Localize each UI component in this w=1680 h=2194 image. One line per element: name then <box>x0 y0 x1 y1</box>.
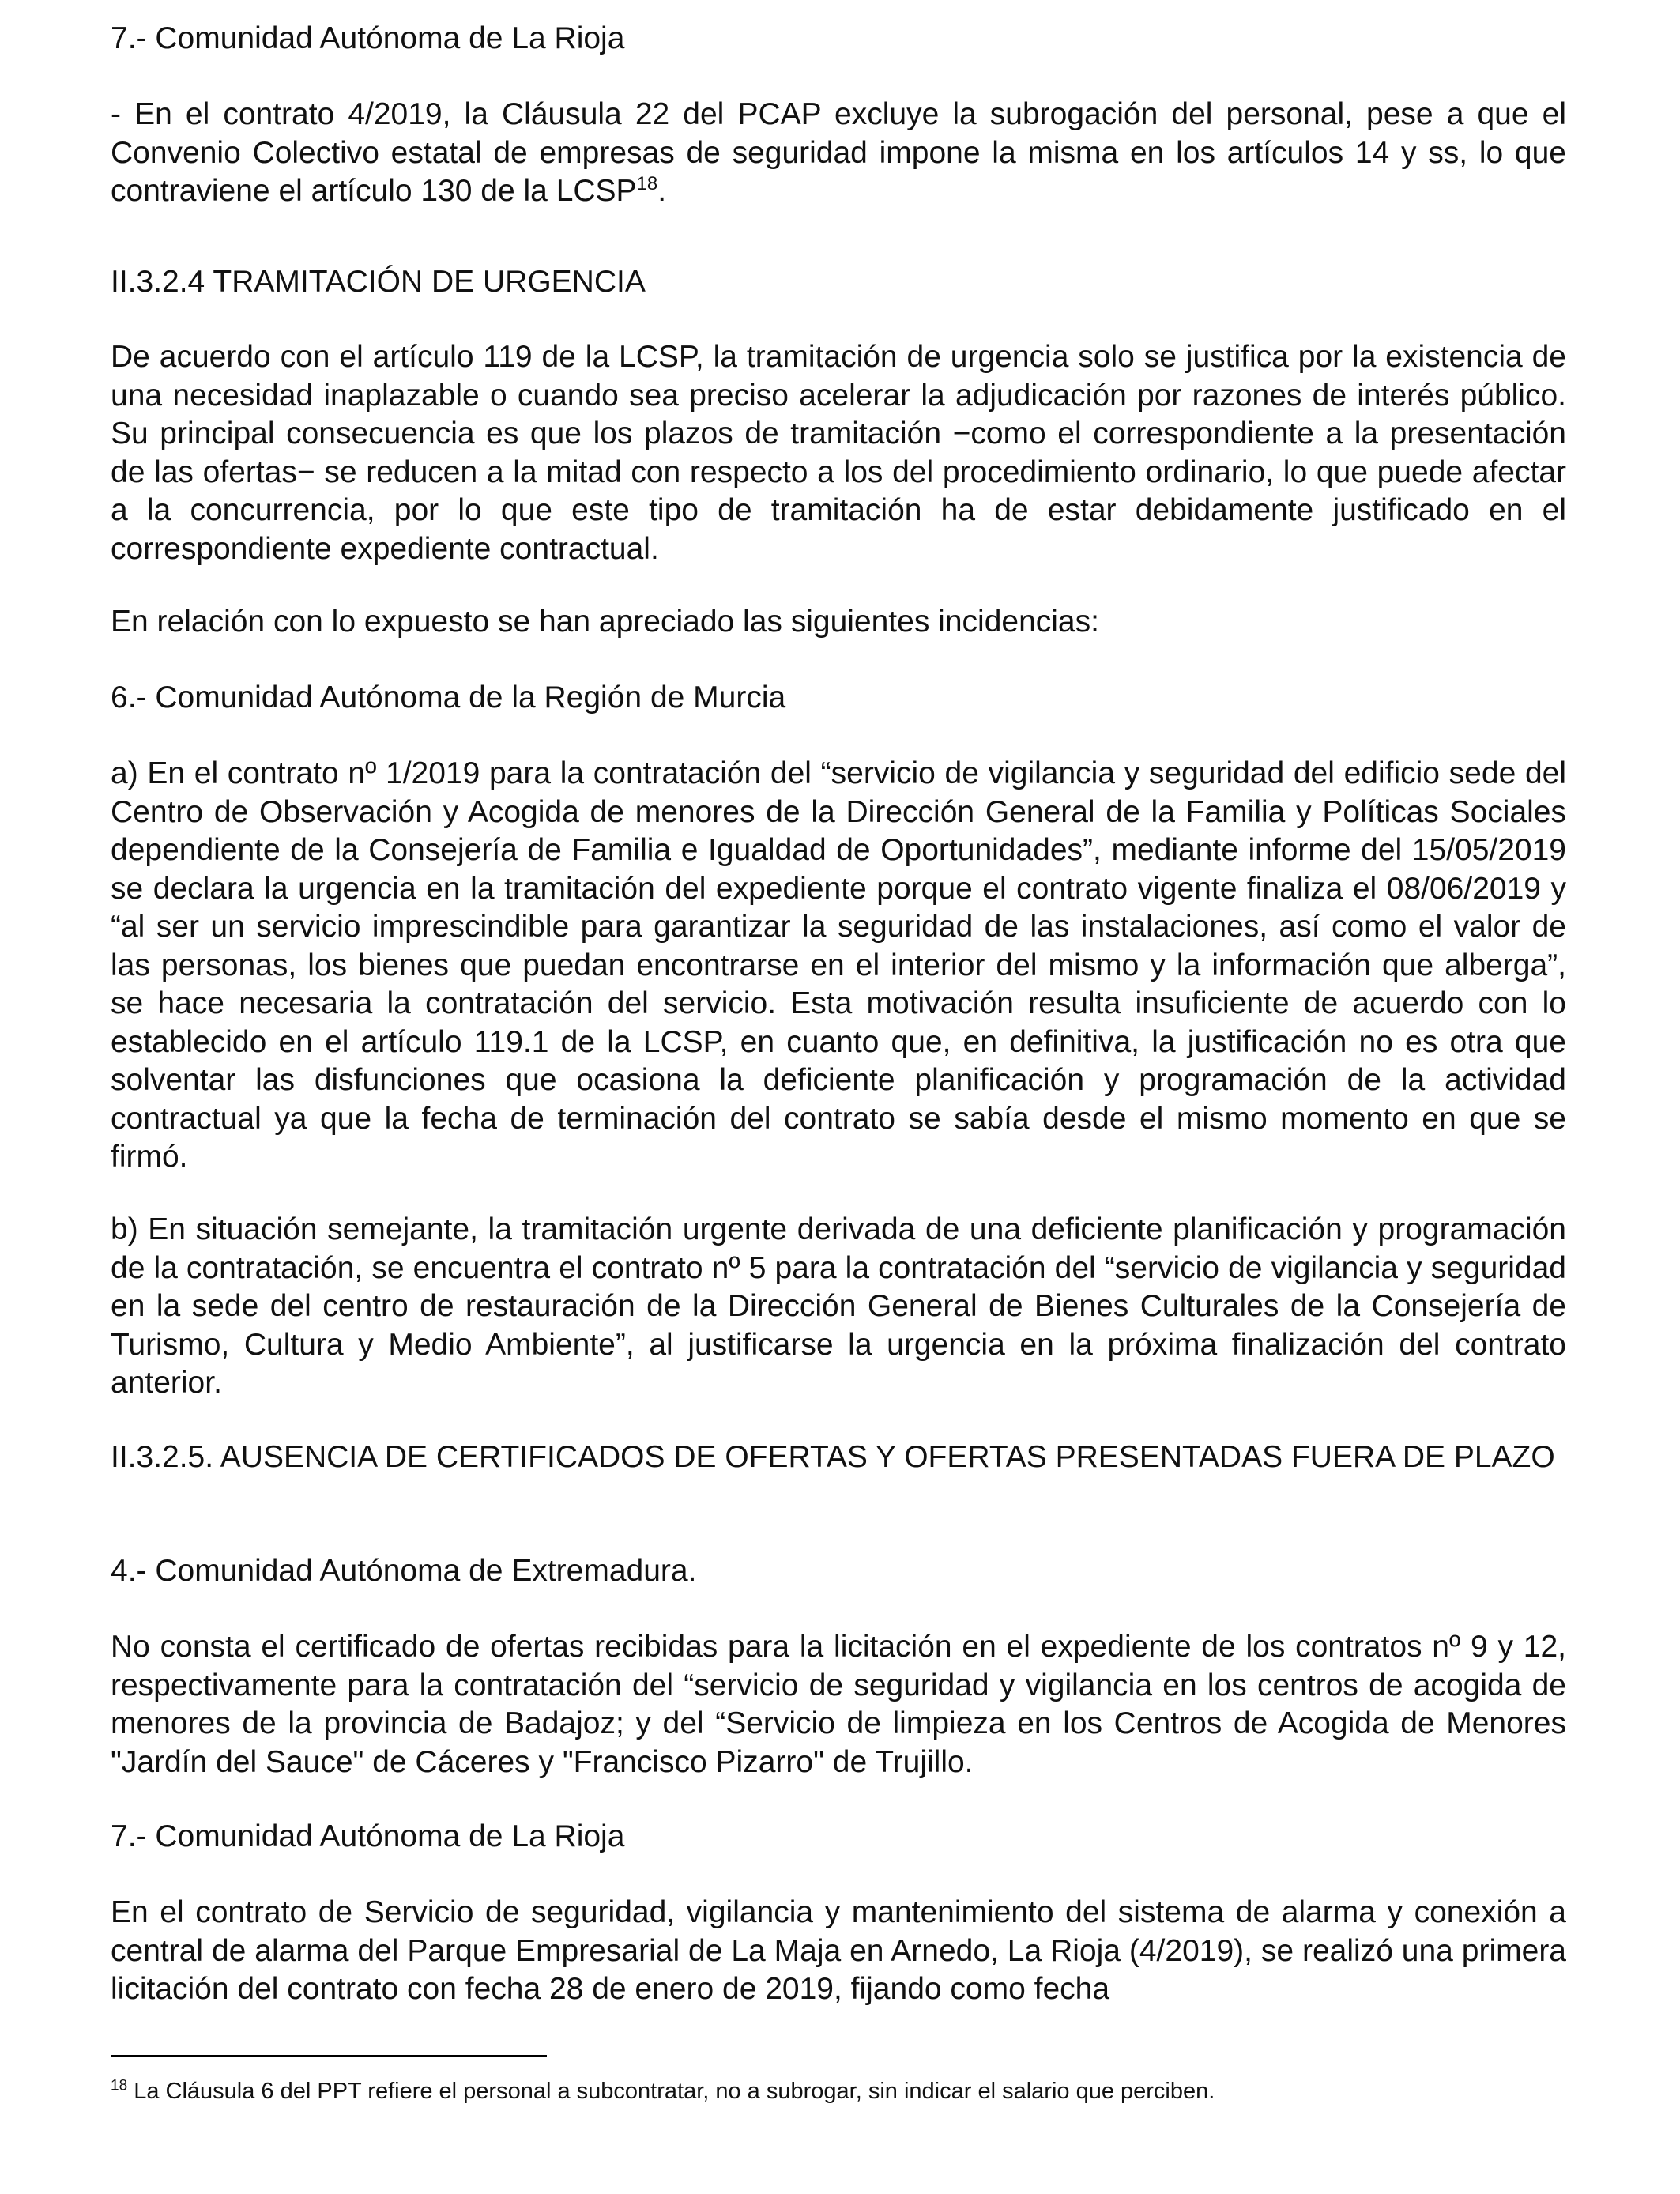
section-heading-murcia: 6.- Comunidad Autónoma de la Región de Murcia <box>111 680 786 714</box>
footnote-reference[interactable]: 18 <box>636 173 658 194</box>
paragraph-la-rioja-subrogacion <box>111 96 1566 211</box>
paragraph-extremadura: No consta el certificado de ofertas recibidas para la licitación en el expediente de los contratos nº 9 y 12, respectivamente para la contratación del “servicio de seguridad y vigilancia en los centros de acogida de menores de la provincia de Badajoz; y del “Servicio de limpieza en los Centros de Acogida de Menores "Jardín del Sauce" de Cáceres y "Francisco Pizarro" de Trujillo. <box>111 1630 1566 1779</box>
section-heading-ausencia-certificados: II.3.2.5. AUSENCIA DE CERTIFICADOS DE OFERTAS Y OFERTAS PRESENTADAS FUERA DE PLAZO <box>111 1440 1555 1474</box>
paragraph-murcia-a: a) En el contrato nº 1/2019 para la contratación del “servicio de vigilancia y seguridad del edificio sede del Centro de Observación y Acogida de menores de la Dirección General de la Familia y Políticas Sociales dependiente de la Consejería de Familia e Igualdad de Oportunidades”, mediante informe del 15/05/2019 se declara la urgencia en la tramitación del expediente porque el contrato vigente finaliza el 08/06/2019 y “al ser un servicio imprescindible para garantizar la seguridad de las instalaciones, así como el valor de las personas, los bienes que puedan encontrarse en el interior del mismo y la información que alberga”, se hace necesaria la contratación del servicio. Esta motivación resulta insuficiente de acuerdo con lo establecido en el artículo 119.1 de la LCSP, en cuanto que, en definitiva, la justificación no es otra que solventar las disfunciones que ocasiona la deficiente planificación y programación de la actividad contractual ya que la fecha de terminación del contrato se sabía desde el mismo momento en que se firmó. <box>111 756 1566 1174</box>
section-heading-extremadura: 4.- Comunidad Autónoma de Extremadura. <box>111 1554 697 1588</box>
section-heading-la-rioja-2: 7.- Comunidad Autónoma de La Rioja <box>111 1819 625 1853</box>
paragraph-incidencias-intro: En relación con lo expuesto se han apreciado las siguientes incidencias: <box>111 605 1099 639</box>
footnote <box>111 2077 1566 2105</box>
footnote-text: La Cláusula 6 del PPT refiere el personal a subcontratar, no a subrogar, sin indicar el salario que perciben. <box>127 2079 1215 2104</box>
paragraph-murcia-b: b) En situación semejante, la tramitación urgente derivada de una deficiente planificación y programación de la contratación, se encuentra el contrato nº 5 para la contratación del “servicio de vigilancia y seguridad en la sede del centro de restauración de la Dirección General de Bienes Culturales de la Consejería de Turismo, Cultura y Medio Ambiente”, al justificarse la urgencia en la próxima finalización del contrato anterior. <box>111 1212 1566 1400</box>
paragraph-end: . <box>657 174 667 208</box>
paragraph-tramitacion-urgencia: De acuerdo con el artículo 119 de la LCSP, la tramitación de urgencia solo se justifica por la existencia de una necesidad inaplazable o cuando sea preciso acelerar la adjudicación por razones de interés público. Su principal consecuencia es que los plazos de tramitación −como el correspondiente a la presentación de las ofertas− se reducen a la mitad con respecto a los del procedimiento ordinario, lo que puede afectar a la concurrencia, por lo que este tipo de tramitación ha de estar debidamente justificado en el correspondiente expediente contractual. <box>111 340 1566 566</box>
section-heading-la-rioja: 7.- Comunidad Autónoma de La Rioja <box>111 21 625 55</box>
footnote-number: 18 <box>111 2077 128 2094</box>
section-heading-tramitacion-urgencia: II.3.2.4 TRAMITACIÓN DE URGENCIA <box>111 265 646 299</box>
footnote-separator <box>111 2055 547 2057</box>
paragraph-la-rioja-licitacion: En el contrato de Servicio de seguridad, vigilancia y mantenimiento del sistema de alarma y conexión a central de alarma del Parque Empresarial de La Maja en Arnedo, La Rioja (4/2019), se realizó una primera licitación del contrato con fecha 28 de enero de 2019, fijando como fecha <box>111 1895 1566 2006</box>
paragraph-text: - En el contrato 4/2019, la Cláusula 22 del PCAP excluye la subrogación del personal, pese a que el Convenio Colectivo estatal de empresas de seguridad impone la misma en los artículos 14 y ss, lo que contraviene el artículo 130 de la LCSP <box>111 97 1566 208</box>
